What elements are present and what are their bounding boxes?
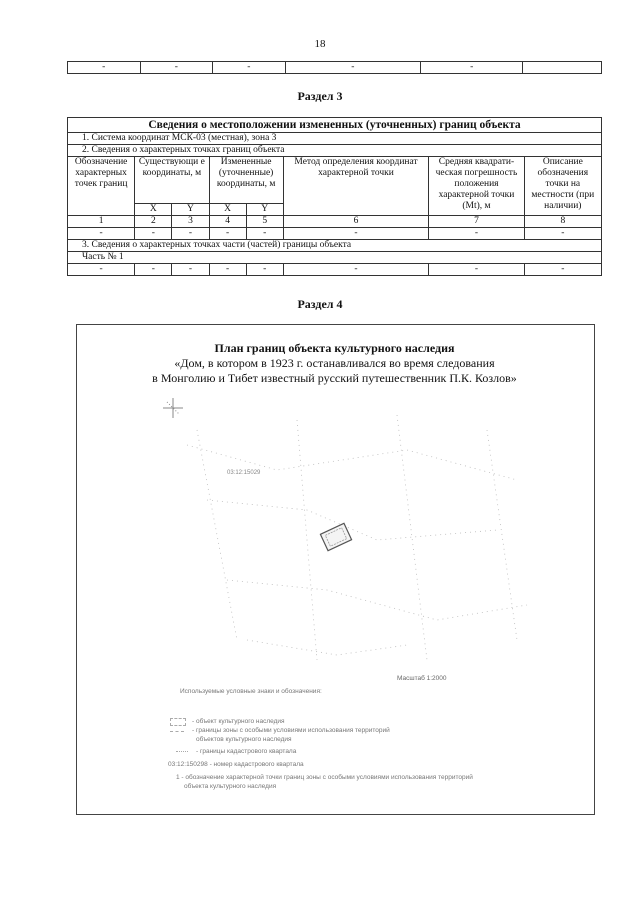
column-number: 4 [209,216,246,228]
legend-item-object: - объект культурного наследия [192,718,285,725]
table-cell [523,62,602,74]
legend-item-zone: - границы зоны с особыми условиями использования территорий [192,727,390,734]
table-cell: - [285,62,421,74]
parts-info-row: 3. Сведения о характерных точках части (частей) границы объекта [68,240,602,252]
header-y: Y [246,204,283,216]
legend-item-point: 1 - обозначение характерной точки границ зоны с особыми условиями использования территорий [176,774,473,781]
legend-item-zone-cont: объектов культурного наследия [196,736,292,743]
table-cell: - [209,228,246,240]
column-number: 6 [283,216,429,228]
legend-item-quarter-number: 03:12:150298 - номер кадастрового квартала [168,761,304,768]
table-cell: - [524,228,601,240]
legend-object-swatch [170,718,186,726]
table-cell: - [246,228,283,240]
header-y: Y [172,204,209,216]
table-cell: - [429,228,524,240]
cadastral-boundary-lines [187,415,527,660]
table-cell: - [283,228,429,240]
table-cell: - [524,264,601,276]
column-number: 8 [524,216,601,228]
legend-quarter-swatch [176,751,188,752]
header-existing-coords: Существующи е координаты, м [135,157,209,204]
cultural-heritage-object [320,523,351,550]
section3-title: Раздел 3 [297,89,343,103]
part-number-row: Часть № 1 [68,252,602,264]
table-cell: - [135,264,172,276]
table-cell: - [172,264,209,276]
table-cell: - [68,264,135,276]
table-cell: - [68,228,135,240]
legend-zone-swatch [170,731,184,732]
header-x: X [135,204,172,216]
table-cell: - [172,228,209,240]
north-arrow-icon [163,398,183,418]
section4-title: Раздел 4 [297,297,343,311]
boundary-table [67,117,602,276]
boundary-map [77,390,591,690]
scale-label: Масштаб 1:2000 [397,675,447,682]
plan-title: План границ объекта культурного наследия [214,341,455,355]
table-cell: - [135,228,172,240]
header-method: Метод определения координат характерной точки [283,157,429,216]
header-description: Описание обозначения точки на местности (при наличии) [524,157,601,216]
header-changed-coords: Измененные (уточненные) координаты, м [209,157,283,204]
table-cell: - [421,62,523,74]
column-number: 7 [429,216,524,228]
plan-subtitle-line-1: «Дом, в котором в 1923 г. останавливался во время следования [174,356,495,370]
cadastral-number-label: 03:12:15029 [227,470,261,476]
table-cell: - [209,264,246,276]
boundary-table-title: Сведения о местоположении измененных (уточненных) границ объекта [68,118,602,133]
column-number: 2 [135,216,172,228]
table-cell: - [283,264,429,276]
page-number: 18 [314,38,326,50]
table-cell: - [68,62,141,74]
previous-table-tail [67,61,602,74]
legend-item-point-cont: объекта культурного наследия [184,783,277,790]
points-info-row: 2. Сведения о характерных точках границ объекта [68,145,602,157]
coordinate-system-row: 1. Система координат МСК-03 (местная), зона 3 [68,133,602,145]
table-cell: - [429,264,524,276]
column-number: 1 [68,216,135,228]
legend-item-quarter: - границы кадастрового квартала [196,748,297,755]
table-cell: - [246,264,283,276]
header-x: X [209,204,246,216]
legend-heading: Используемые условные знаки и обозначения: [180,688,322,695]
column-number: 3 [172,216,209,228]
header-designation: Обозначение характерных точек границ [68,157,135,216]
table-cell: - [140,62,213,74]
plan-subtitle-line-2: в Монголию и Тибет известный русский путешественник П.К. Козлов» [152,371,517,385]
column-number: 5 [246,216,283,228]
header-accuracy: Средняя квадрати-ческая погрешность положения характерной точки (Mt), м [429,157,524,216]
table-cell: - [213,62,286,74]
